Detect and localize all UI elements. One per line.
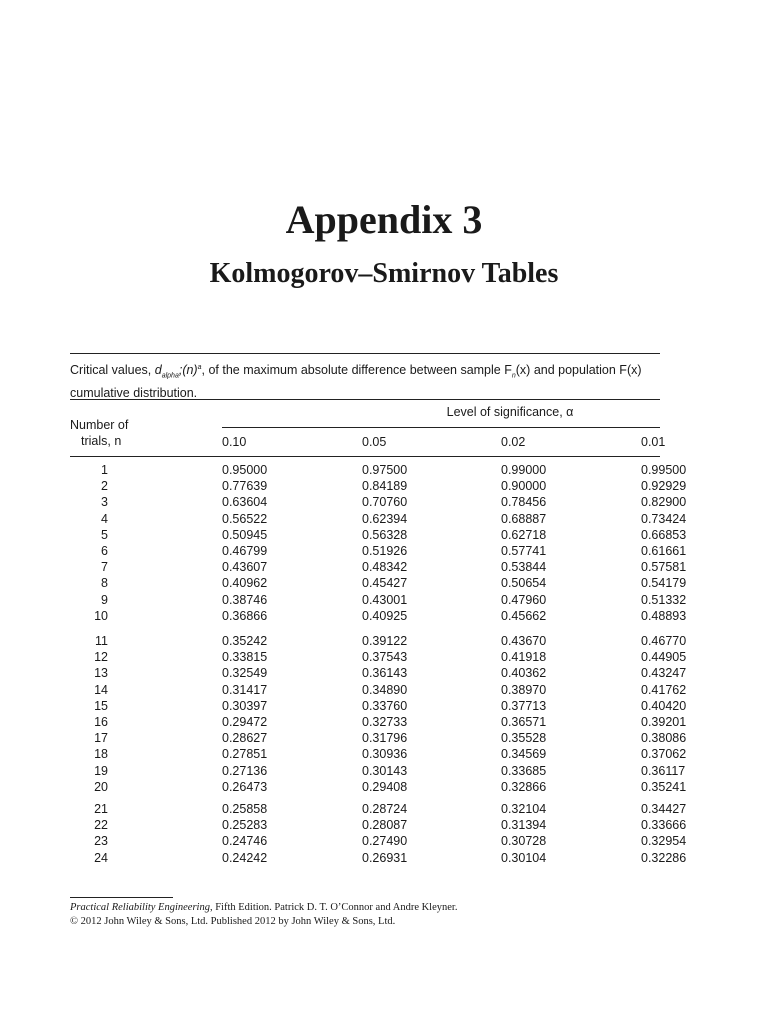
critical-value-cell: 0.46799 [222,544,268,558]
table-row [0,543,768,559]
table-row [0,682,768,698]
trials-cell: 16 [94,715,108,729]
critical-value-cell: 0.39122 [362,634,408,648]
rule-footnote [70,897,173,898]
column-header-010: 0.10 [222,435,247,449]
level-of-significance-label: Level of significance, α [446,405,574,419]
trials-cell: 24 [94,850,108,865]
trials-cell: 1 [101,463,108,477]
caption-mid: ;(n) [178,363,198,378]
column-header-002: 0.02 [501,435,526,449]
footer-edition: , Fifth Edition. Patrick D. T. O’Connor and Andre Kleyner. [209,902,458,913]
critical-value-cell: 0.43670 [501,634,547,648]
critical-value-cell: 0.43001 [362,592,408,607]
rule-level [222,427,660,428]
critical-value-cell: 0.32104 [501,802,547,816]
trials-cell: 12 [94,650,108,665]
trials-cell: 17 [94,731,108,746]
critical-value-cell: 0.31394 [501,818,547,833]
critical-value-cell: 0.43607 [222,560,268,575]
table-row [0,714,768,730]
trials-cell: 22 [94,818,108,833]
critical-value-cell: 0.50654 [501,576,547,591]
trials-cell: 10 [94,608,108,623]
caption-text1: , of the maximum absolute difference between sample F [201,363,512,378]
caption-prefix: Critical values, [70,363,155,378]
critical-value-cell: 0.30397 [222,698,268,713]
critical-value-cell: 0.45662 [501,608,547,623]
trials-cell: 9 [101,592,108,607]
critical-value-cell: 0.28627 [222,731,268,746]
trials-cell: 15 [94,698,108,713]
trials-cell: 8 [101,576,108,591]
table-row [0,665,768,681]
critical-value-cell: 0.61661 [641,544,687,558]
critical-value-cell: 0.24746 [222,834,268,849]
critical-value-cell: 0.40420 [641,698,687,713]
critical-value-cell: 0.35241 [641,779,687,794]
trials-cell: 13 [94,666,108,681]
critical-value-cell: 0.44905 [641,650,687,665]
table-row [0,511,768,527]
critical-value-cell: 0.37543 [362,650,408,665]
critical-value-cell: 0.30143 [362,763,408,778]
critical-value-cell: 0.26931 [362,850,408,865]
table-row [0,698,768,714]
critical-value-cell: 0.27136 [222,763,268,778]
table-caption [70,360,670,401]
table-row [0,462,768,478]
trials-cell: 2 [101,479,108,494]
critical-value-cell: 0.30104 [501,850,547,865]
critical-value-cell: 0.32866 [501,779,547,794]
trials-cell: 7 [101,560,108,575]
table-row [0,850,768,866]
critical-value-cell: 0.32733 [362,715,408,729]
critical-value-cell: 0.29408 [362,779,408,794]
critical-value-cell: 0.34890 [362,682,408,697]
table-row [0,763,768,779]
table-row [0,478,768,494]
caption-sub-n: n [511,372,516,380]
critical-value-cell: 0.32286 [641,850,687,865]
table-row [0,649,768,665]
trials-cell: 11 [95,634,108,648]
critical-value-cell: 0.41918 [501,650,547,665]
table-row [0,833,768,849]
critical-value-cell: 0.99500 [641,463,687,477]
table-row [0,730,768,746]
footer-citation [70,901,457,915]
critical-value-cell: 0.73424 [641,511,687,526]
critical-value-cell: 0.90000 [501,479,547,494]
critical-value-cell: 0.25283 [222,818,268,833]
table-row [0,608,768,624]
critical-value-cell: 0.31796 [362,731,408,746]
trials-cell: 19 [94,763,108,778]
table-row [0,575,768,591]
trials-cell: 3 [101,495,108,510]
trials-cell: 14 [94,682,108,697]
table-row [0,559,768,575]
critical-value-cell: 0.35528 [501,731,547,746]
critical-value-cell: 0.30936 [362,747,408,762]
critical-value-cell: 0.51332 [641,592,687,607]
critical-value-cell: 0.33760 [362,698,408,713]
critical-value-cell: 0.35242 [222,634,268,648]
critical-value-cell: 0.30728 [501,834,547,849]
critical-value-cell: 0.33685 [501,763,547,778]
critical-value-cell: 0.31417 [222,682,268,697]
trials-cell: 5 [101,527,108,542]
critical-value-cell: 0.47960 [501,592,547,607]
critical-value-cell: 0.40925 [362,608,408,623]
critical-value-cell: 0.70760 [362,495,408,510]
caption-sup-a: a [197,364,202,371]
trials-cell: 21 [94,802,108,816]
rule-top [70,353,660,354]
critical-value-cell: 0.41762 [641,682,687,697]
critical-value-cell: 0.53844 [501,560,547,575]
critical-value-cell: 0.82900 [641,495,687,510]
caption-line2: cumulative distribution. [70,385,198,400]
critical-value-cell: 0.28724 [362,802,408,816]
critical-value-cell: 0.63604 [222,495,268,510]
critical-value-cell: 0.62718 [501,527,547,542]
critical-value-cell: 0.38746 [222,592,268,607]
critical-value-cell: 0.95000 [222,463,268,477]
table-row [0,746,768,762]
critical-value-cell: 0.40362 [501,666,547,681]
critical-value-cell: 0.46770 [641,634,687,648]
critical-value-cell: 0.36117 [641,763,686,778]
critical-value-cell: 0.68887 [501,511,547,526]
trials-cell: 20 [94,779,108,794]
critical-value-cell: 0.77639 [222,479,268,494]
appendix-title: Appendix 3 [285,197,483,242]
critical-value-cell: 0.36571 [501,715,547,729]
critical-value-cell: 0.29472 [222,715,268,729]
critical-value-cell: 0.38086 [641,731,687,746]
critical-value-cell: 0.28087 [362,818,408,833]
critical-value-cell: 0.48342 [362,560,408,575]
critical-value-cell: 0.57581 [641,560,687,575]
critical-value-cell: 0.97500 [362,463,408,477]
trials-cell: 4 [101,511,108,526]
critical-value-cell: 0.25858 [222,802,268,816]
trials-cell: 23 [94,834,108,849]
critical-value-cell: 0.37713 [501,698,547,713]
appendix-subtitle: Kolmogorov–Smirnov Tables [209,258,559,289]
critical-value-cell: 0.37062 [641,747,687,762]
number-of-label: Number of [70,418,129,432]
critical-value-cell: 0.33815 [222,650,268,665]
critical-value-cell: 0.34569 [501,747,547,762]
critical-value-cell: 0.33666 [641,818,687,833]
caption-sub-alpha: alpha [161,372,179,380]
footer-copyright: © 2012 John Wiley & Sons, Ltd. Published 2012 by John Wiley & Sons, Ltd. [70,916,396,927]
critical-value-cell: 0.27490 [362,834,408,849]
trials-label: trials, n [81,434,122,448]
critical-value-cell: 0.43247 [641,666,687,681]
column-header-005: 0.05 [362,435,387,449]
critical-value-cell: 0.54179 [641,576,687,591]
critical-value-cell: 0.56522 [222,511,268,526]
critical-value-cell: 0.78456 [501,495,547,510]
critical-value-cell: 0.32549 [222,666,268,681]
table-row [0,779,768,795]
critical-value-cell: 0.38970 [501,682,547,697]
table-row [0,592,768,608]
critical-value-cell: 0.51926 [362,544,408,558]
rule-caption [70,399,660,400]
critical-value-cell: 0.32954 [641,834,687,849]
column-header-001: 0.01 [641,435,666,449]
critical-value-cell: 0.56328 [362,527,408,542]
trials-cell: 6 [101,544,108,558]
critical-value-cell: 0.57741 [501,544,547,558]
table-row [0,633,768,649]
trials-cell: 18 [94,747,108,762]
table-row [0,494,768,510]
table-row [0,817,768,833]
table-row [0,527,768,543]
footer-book-title: Practical Reliability Engineering [70,902,210,913]
critical-value-cell: 0.48893 [641,608,687,623]
rule-header [70,456,660,457]
critical-value-cell: 0.24242 [222,850,268,865]
critical-value-cell: 0.26473 [222,779,268,794]
critical-value-cell: 0.36866 [222,608,268,623]
critical-value-cell: 0.27851 [222,747,268,762]
critical-value-cell: 0.39201 [641,715,687,729]
table-row [0,801,768,817]
critical-value-cell: 0.66853 [641,527,687,542]
critical-value-cell: 0.84189 [362,479,408,494]
critical-value-cell: 0.34427 [641,802,687,816]
critical-value-cell: 0.40962 [222,576,268,591]
caption-d: d [154,363,162,378]
critical-value-cell: 0.45427 [362,576,408,591]
critical-value-cell: 0.62394 [362,511,408,526]
critical-value-cell: 0.36143 [362,666,408,681]
critical-value-cell: 0.99000 [501,463,547,477]
critical-value-cell: 0.92929 [641,479,687,494]
critical-value-cell: 0.50945 [222,527,268,542]
caption-text2: (x) and population F(x) [515,363,642,378]
